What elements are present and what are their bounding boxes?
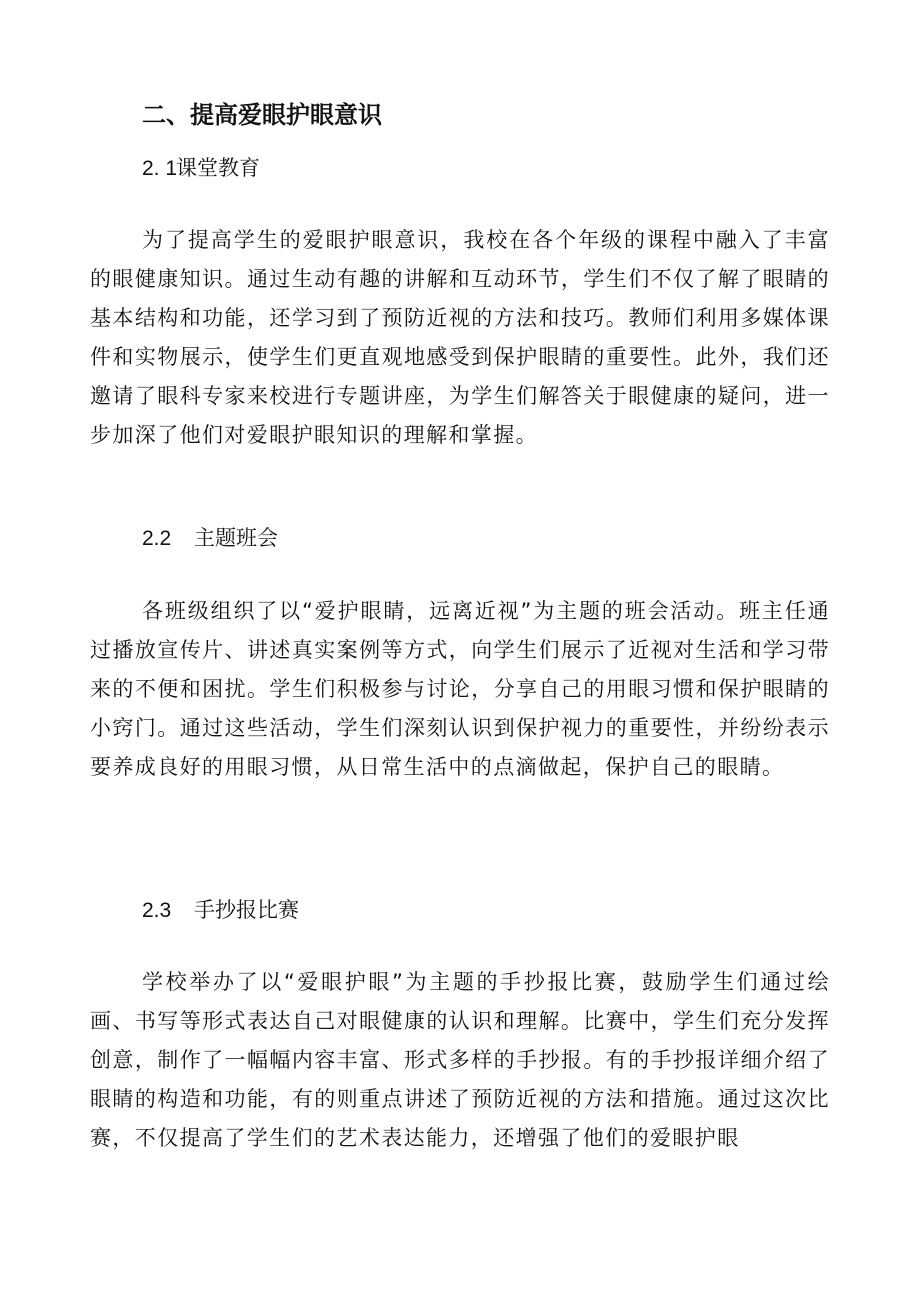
subsection-heading-class-meeting	[142, 523, 278, 554]
subsection-heading-newspaper-contest	[142, 895, 299, 926]
subsection-label: 手抄报比赛	[194, 898, 299, 922]
subsection-label: 课堂教育	[176, 156, 260, 180]
subsection-number: 2.3	[142, 899, 172, 922]
subsection-number: 2.2	[142, 527, 172, 550]
section-title: 二、提高爱眼护眼意识	[142, 102, 382, 129]
subsection-number: 2. 1	[142, 157, 178, 180]
subsection-heading-classroom	[142, 153, 260, 184]
paragraph-theme-class-meeting: 各班级组织了以“爱护眼睛，远离近视”为主题的班会活动。班主任通过播放宣传片、讲述真实案例等方式，向学生们展示了近视对生活和学习带来的不便和困扰。学生们积极参与讨论，分享自己的用眼习惯和保护眼睛的小窍门。通过这些活动，学生们深刻认识到保护视力的重要性，并纷纷表示要养成良好的用眼习惯，从日常生活中的点滴做起，保护自己的眼睛。	[90, 599, 830, 779]
paragraph-handwritten-newspaper-contest: 学校举办了以“爱眼护眼”为主题的手抄报比赛，鼓励学生们通过绘画、书写等形式表达自己对眼健康的认识和理解。比赛中，学生们充分发挥创意，制作了一幅幅内容丰富、形式多样的手抄报。有的手抄报详细介绍了眼睛的构造和功能，有的则重点讲述了预防近视的方法和措施。通过这次比赛，不仅提高了学生们的艺术表达能力，还增强了他们的爱眼护眼	[90, 970, 830, 1150]
subsection-label: 主题班会	[194, 526, 278, 550]
paragraph-classroom-education: 为了提高学生的爱眼护眼意识，我校在各个年级的课程中融入了丰富的眼健康知识。通过生动有趣的讲解和互动环节，学生们不仅了解了眼睛的基本结构和功能，还学习到了预防近视的方法和技巧。教师们利用多媒体课件和实物展示，使学生们更直观地感受到保护眼睛的重要性。此外，我们还邀请了眼科专家来校进行专题讲座，为学生们解答关于眼健康的疑问，进一步加深了他们对爱眼护眼知识的理解和掌握。	[90, 228, 830, 447]
